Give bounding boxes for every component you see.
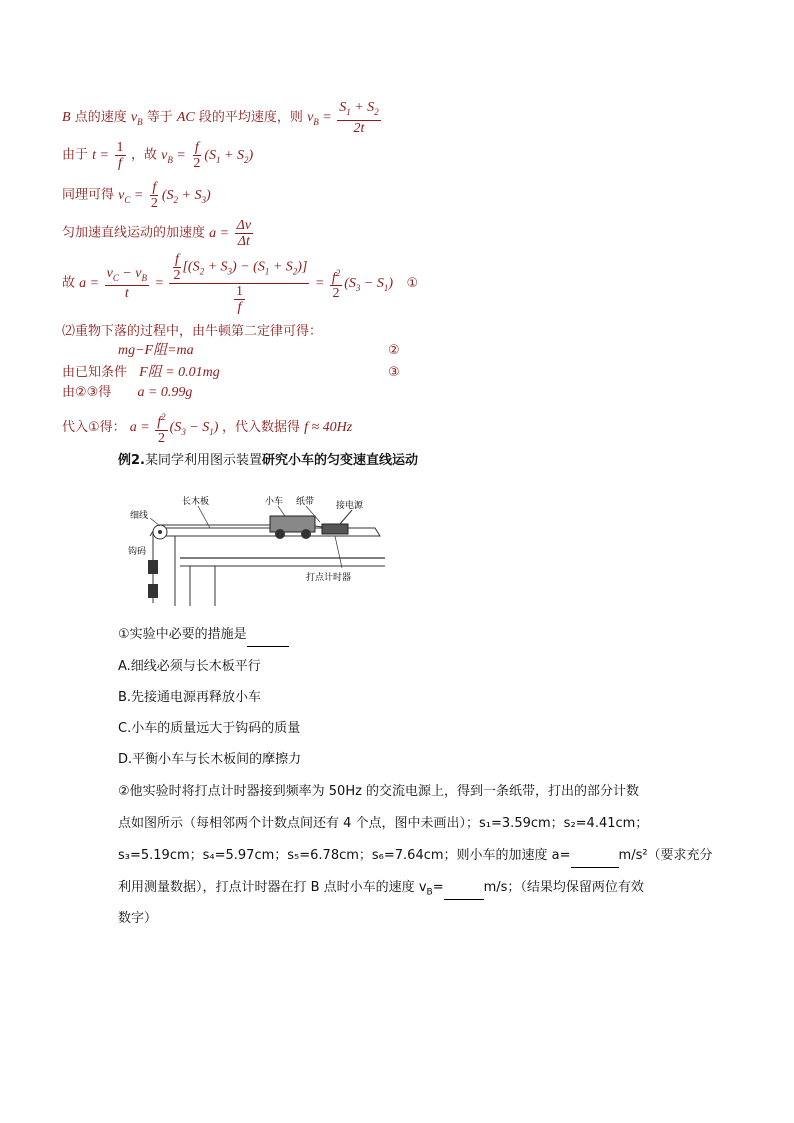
hook-weight bbox=[148, 584, 158, 598]
label-thread: 细线 bbox=[130, 511, 149, 521]
accel-f-formula: a = $\frac{f^2}{2}$ $(S_3 - S_1)$ bbox=[129, 412, 222, 446]
question-1: ①实验中必要的措施是 bbox=[118, 624, 289, 647]
label-power: 接电源 bbox=[336, 501, 364, 511]
ac-symbol: AC bbox=[176, 110, 195, 126]
question-2-line-4: 利用测量数据），打点计时器在打 B 点时小车的速度 $v_B= m/s$；（结果均保留两位有效 bbox=[118, 877, 644, 904]
equation-marker-2: ② bbox=[388, 343, 400, 358]
option-c: C.小车的质量远大于钩码的质量 bbox=[118, 721, 301, 736]
question-2-line-2: 点如图所示（每相邻两个计数点间还有 4 个点，图中未画出）；s₁=3.59cm；s₂=4.41cm； bbox=[118, 816, 649, 831]
option-d: D.平衡小车与长木板间的摩擦力 bbox=[118, 752, 302, 767]
velocity-answer-blank[interactable] bbox=[444, 877, 484, 900]
accel-def-formula: a = $\frac{\Delta v}{\Delta t}$ bbox=[209, 218, 252, 249]
solution-line-5: 故 a = $\frac{v_C - v_B}{t}$ = $\frac{f}{2}$ $[(S_2 + S_3) - (S_1 + S_2)]$ $\frac{1}{f}$ = $\frac{f^2}{2}$ $(S_3 - S_1)$ ① bbox=[62, 252, 419, 315]
vb-symbol: $v_B$ bbox=[130, 110, 143, 127]
equation-marker-3: ③ bbox=[388, 365, 400, 380]
question-2-line-5: 数字） bbox=[118, 911, 158, 926]
acceleration-answer-blank[interactable] bbox=[571, 845, 619, 868]
friction-equation: F阻 = 0.01mg bbox=[139, 365, 220, 380]
example-title: 例2.某同学利用图示装置研究小车的匀变速直线运动 bbox=[118, 453, 419, 468]
option-a: A.细线必须与长木板平行 bbox=[118, 659, 261, 674]
solution-line-10: 代入①得： a = $\frac{f^2}{2}$ $(S_3 - S_1)$ ，代入数据得 f ≈ 40Hz bbox=[62, 412, 353, 446]
hook-weight bbox=[148, 560, 158, 574]
option-b: B.先接通电源再释放小车 bbox=[118, 690, 262, 705]
newton-equation: mg−F阻=ma bbox=[118, 343, 194, 358]
solution-line-3: 同理可得 $v_C$ = $\frac{f}{2}$ $(S_2 + S_3)$ bbox=[62, 180, 211, 211]
vb-f-formula: $v_B$ = $\frac{f}{2}$ $(S_1 + S_2)$ bbox=[161, 140, 254, 171]
accel-result: a = 0.99g bbox=[137, 385, 193, 400]
label-board: 长木板 bbox=[182, 497, 210, 507]
equation-marker-1: ① bbox=[406, 275, 419, 291]
apparatus-figure bbox=[130, 488, 390, 613]
solution-line-2: 由于 t = $\frac{1}{f}$ ，故 $v_B$ = $\frac{f}{2}$ $(S_1 + S_2)$ bbox=[62, 140, 254, 171]
question-2-line-3: s₃=5.19cm；s₄=5.97cm；s₅=6.78cm；s₆=7.64cm；则小车的加速度 a= m/s²（要求充分 bbox=[118, 845, 713, 868]
t-formula: t = $\frac{1}{f}$ bbox=[92, 140, 124, 171]
solution-line-8: 由已知条件 F阻 = 0.01mg bbox=[62, 365, 220, 380]
point-b-symbol: B bbox=[62, 110, 71, 126]
vb-formula: $v_B$ = $\frac{S_1 + S_2}{2t}$ bbox=[307, 100, 379, 136]
question-2-line-1: ②他实验时将打点计时器接到频率为 50Hz 的交流电源上，得到一条纸带，打出的部分计数 bbox=[118, 784, 640, 799]
accel-derivation: a = $\frac{v_C - v_B}{t}$ = $\frac{f}{2}$ $[(S_2 + S_3) - (S_1 + S_2)]$ $\frac{1}{f}$ = $\frac{f^2}{2}$ $(S_3 - S_1)$ bbox=[79, 252, 397, 315]
dot-timer bbox=[322, 524, 348, 534]
solution-line-9: 由②③得 a = 0.99g bbox=[62, 385, 193, 400]
solution-line-1: B 点的速度 $v_B$ 等于 AC 段的平均速度，则 $v_B$ = $\frac{S_1 + S_2}{2t}$ bbox=[62, 100, 383, 136]
solution-line-4: 匀加速直线运动的加速度 a = $\frac{\Delta v}{\Delta t}$ bbox=[62, 218, 255, 249]
label-tape: 纸带 bbox=[296, 497, 315, 507]
frequency-result: f ≈ 40Hz bbox=[304, 420, 353, 436]
label-cart: 小车 bbox=[265, 497, 284, 507]
vc-formula: $v_C$ = $\frac{f}{2}$ $(S_2 + S_3)$ bbox=[118, 180, 211, 211]
solution-line-6: ⑵重物下落的过程中，由牛顿第二定律可得： bbox=[62, 324, 323, 339]
label-hook: 钩码 bbox=[128, 547, 147, 557]
label-timer: 打点计时器 bbox=[306, 573, 352, 583]
answer-blank-1[interactable] bbox=[247, 624, 289, 647]
